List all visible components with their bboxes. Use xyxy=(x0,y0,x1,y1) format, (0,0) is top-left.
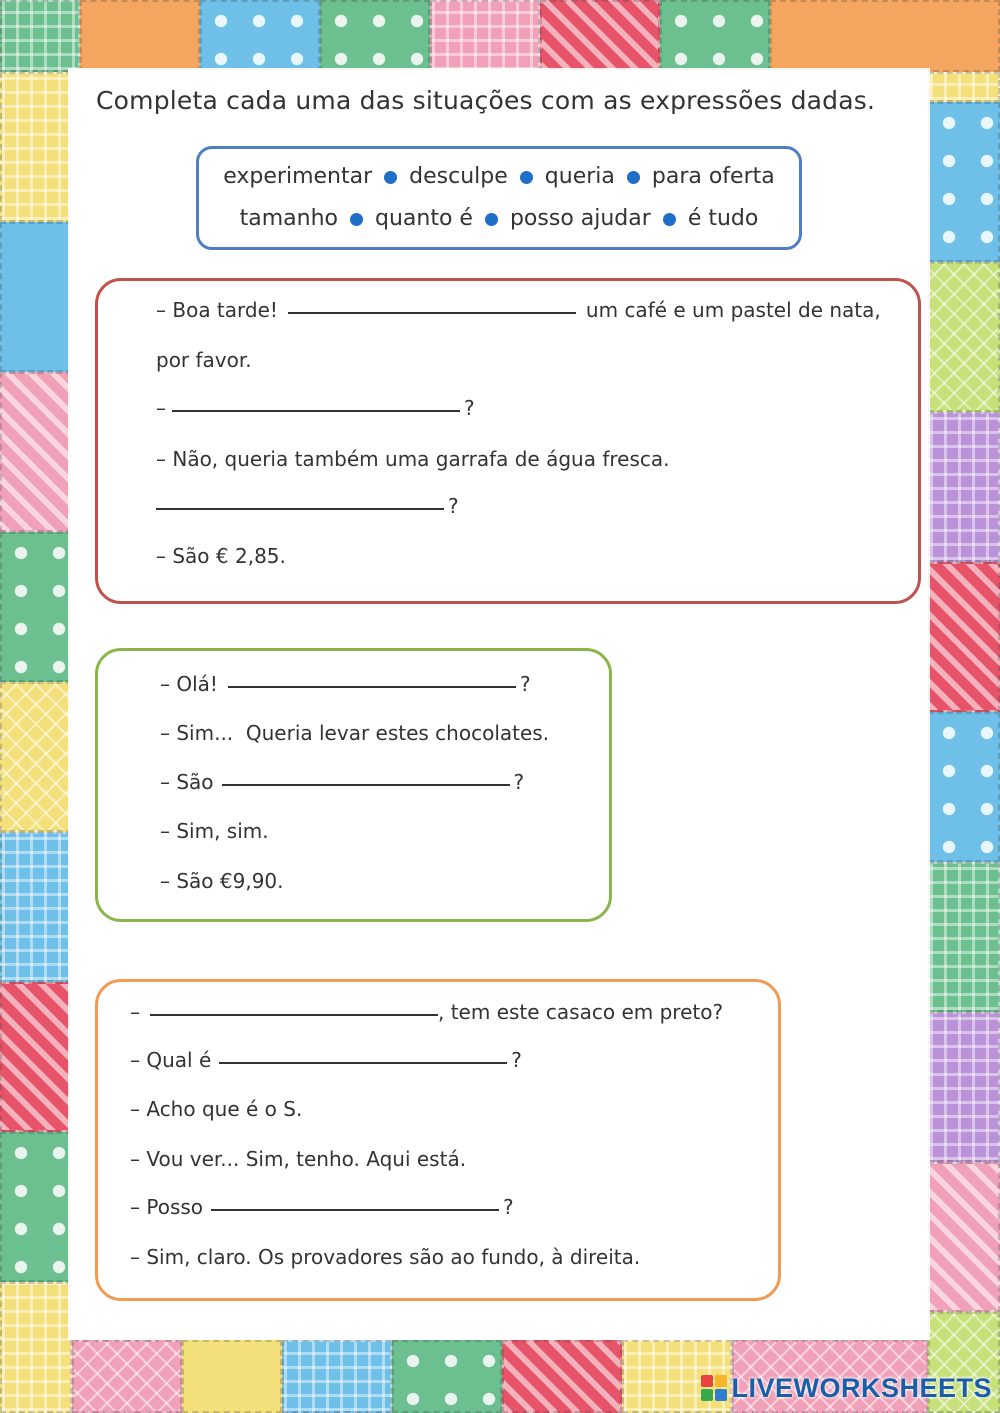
dialogue-text: – São xyxy=(160,770,214,794)
dialogue-text: – Sim... Queria levar estes chocolates. xyxy=(160,721,550,745)
word-bank-item: desculpe xyxy=(409,164,508,189)
dialogue-text: – Vou ver... Sim, tenho. Aqui está. xyxy=(130,1147,467,1171)
dialogue-text: – Acho que é o S. xyxy=(130,1097,303,1121)
answer-blank[interactable] xyxy=(219,1062,507,1064)
dialogue-text: , tem este casaco em preto? xyxy=(438,1000,724,1024)
dialogue-text: ? xyxy=(511,1048,522,1072)
dialogue-text: – Posso xyxy=(130,1195,204,1219)
dialogue-text: – São €9,90. xyxy=(160,869,284,893)
word-bank-item: queria xyxy=(544,164,615,189)
dialogue-text: – Olá! xyxy=(160,672,218,696)
word-bank-item: quanto é xyxy=(375,206,473,231)
answer-blank[interactable] xyxy=(228,686,516,688)
answer-blank[interactable] xyxy=(222,784,510,786)
dialogue-line xyxy=(130,1147,466,1171)
instruction-text: Completa cada uma das situações com as expressões dadas. xyxy=(96,86,876,115)
dialogue-line xyxy=(130,1000,723,1024)
dialogue-text: ? xyxy=(448,494,459,518)
dialogue-line xyxy=(130,1195,514,1219)
liveworksheets-logo xyxy=(701,1371,992,1405)
dialogue-text: ? xyxy=(503,1195,514,1219)
bullet-icon xyxy=(663,213,676,226)
dialogue-text: – São € 2,85. xyxy=(156,544,286,568)
answer-blank[interactable] xyxy=(211,1209,499,1211)
word-bank-row xyxy=(219,156,778,198)
answer-blank[interactable] xyxy=(288,312,576,314)
dialogue-text: – Qual é xyxy=(130,1048,212,1072)
dialogue-line xyxy=(156,544,286,568)
dialogue-line xyxy=(156,494,459,518)
dialogue-text: um café e um pastel de nata, xyxy=(585,298,881,322)
logo-text: LIVEWORKSHEETS xyxy=(731,1372,992,1403)
dialogue-line xyxy=(156,447,670,471)
bullet-icon xyxy=(627,171,640,184)
word-bank xyxy=(196,146,802,250)
dialogue-line xyxy=(130,1245,640,1269)
dialogue-text: – Sim, sim. xyxy=(160,819,269,843)
bullet-icon xyxy=(384,171,397,184)
dialogue-line xyxy=(156,348,252,372)
dialogue-text: por favor. xyxy=(156,348,252,372)
dialogue-line xyxy=(130,1097,302,1121)
answer-blank[interactable] xyxy=(156,508,444,510)
dialogue-line xyxy=(156,298,881,322)
dialogue-text: – xyxy=(156,396,166,420)
word-bank-item: tamanho xyxy=(239,206,339,231)
bullet-icon xyxy=(485,213,498,226)
dialogue-line xyxy=(160,770,524,794)
dialogue-line xyxy=(156,396,475,420)
word-bank-item: experimentar xyxy=(223,164,373,189)
dialogue-text: – Sim, claro. Os provadores são ao fundo, à direita. xyxy=(130,1245,641,1269)
word-bank-row xyxy=(236,198,763,240)
dialogue-line xyxy=(160,869,284,893)
dialogue-text: – Não, queria também uma garrafa de água fresca. xyxy=(156,447,670,471)
answer-blank[interactable] xyxy=(150,1014,438,1016)
word-bank-item: posso ajudar xyxy=(509,206,651,231)
word-bank-item: é tudo xyxy=(687,206,759,231)
dialogue-line xyxy=(130,1048,522,1072)
dialogue-text: – xyxy=(130,1000,140,1024)
dialogue-line xyxy=(160,819,269,843)
dialogue-text: – Boa tarde! xyxy=(156,298,278,322)
dialogue-text: ? xyxy=(464,396,475,420)
dialogue-line xyxy=(160,721,549,745)
dialogue-text: ? xyxy=(519,672,531,696)
answer-blank[interactable] xyxy=(172,410,460,412)
dialogue-line xyxy=(160,672,531,696)
bullet-icon xyxy=(520,171,533,184)
dialogue-text: ? xyxy=(513,770,525,794)
word-bank-item: para oferta xyxy=(651,164,775,189)
bullet-icon xyxy=(350,213,363,226)
logo-icon xyxy=(701,1375,727,1401)
